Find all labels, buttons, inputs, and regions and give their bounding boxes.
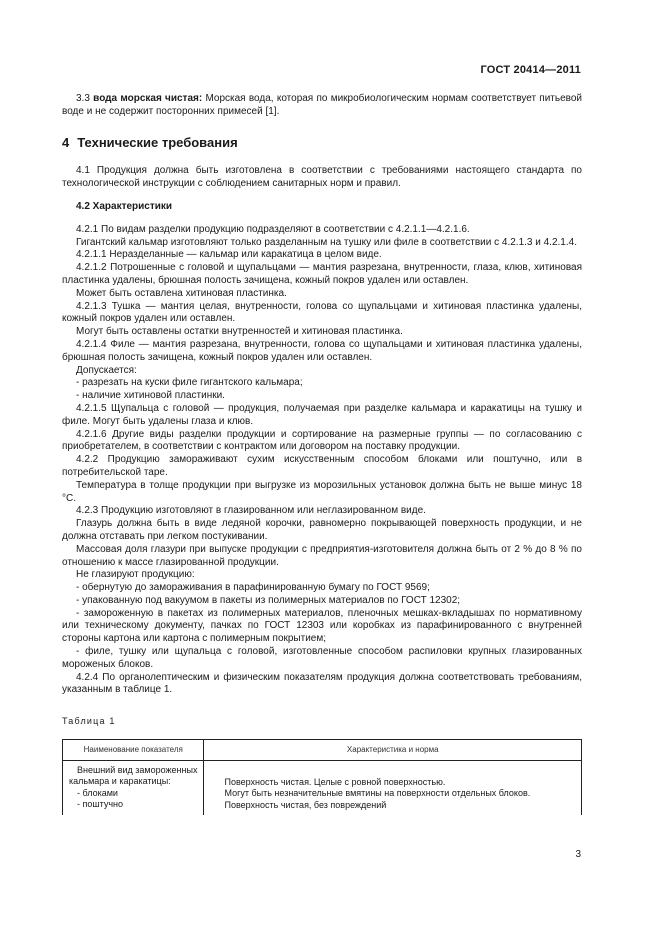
table-cell-norm xyxy=(204,760,582,815)
paragraph: 4.2.1.3 Тушка — мантия целая, внутренности, голова со щупальцами и хитиновая пластинка удалены, кожный покров удален или оставлен. xyxy=(62,300,582,325)
paragraph: 4.2.1.5 Щупальца с головой — продукция, получаемая при разделке кальмара и каракатицы на тушку и филе. Могут быть удалены глаза и клюв. xyxy=(62,402,582,427)
paragraph: 4.2.1.4 Филе — мантия разрезана, внутренности, голова со щупальцами и хитиновая пластинка удалены, брюшная полость зачищена, кожный покров удален или оставлен. xyxy=(62,338,582,363)
page-number: 3 xyxy=(575,849,581,860)
paragraph: 4.2.2 Продукцию замораживают сухим искусственным способом блоками или поштучно, или в потребительской таре. xyxy=(62,454,582,478)
section-title: Технические требования xyxy=(77,134,238,150)
cell-line: Внешний вид замороженных xyxy=(77,764,198,775)
paragraph: 4.2.1.2 Потрошенные с головой и щупальцами — мантия разрезана, внутренности, глаза, клюв, хитиновая пластинка удалены, брюшная полость зачищена, кожный покров удален или оставлен. xyxy=(62,262,582,286)
paragraph-4-1: 4.1 Продукция должна быть изготовлена в соответствии с требованиями настоящего стандарта по технологической инструкции с соблюдением санитарных норм и правил. xyxy=(62,165,582,190)
list-item: - разрезать на куски филе гигантского кальмара; xyxy=(76,377,303,389)
section-heading xyxy=(62,134,582,150)
cell-line: - блоками xyxy=(77,787,118,798)
list-item: - упакованную под вакуумом в пакеты из полимерных материалов по ГОСТ 12302; xyxy=(76,594,461,606)
list-item: - наличие хитиновой пластинки. xyxy=(76,390,225,402)
term-name: вода морская чистая: xyxy=(93,93,203,104)
paragraph: 4.2.3 Продукцию изготовляют в глазированном или неглазированном виде. xyxy=(76,505,426,517)
subsection-heading: 4.2 Характеристики xyxy=(76,200,173,212)
column-header: Характеристика и норма xyxy=(204,740,582,761)
cell-line: Поверхность чистая, без повреждений xyxy=(224,799,387,810)
table-row xyxy=(63,760,582,815)
list-item: - филе, тушку или щупальца с головой, изготовленные способом распиловки крупных глазированных мороженых блоков. xyxy=(62,646,582,670)
paragraph: Температура в толще продукции при выгрузке из морозильных установок должна быть не выше минус 18 °С. xyxy=(62,479,582,504)
paragraph: 4.2.4 По органолептическим и физическим показателям продукция должна соответствовать требованиям, указанным в таблице 1. xyxy=(62,671,582,696)
page-body xyxy=(62,93,582,815)
paragraph: Гигантский кальмар изготовляют только разделанным на тушку или филе в соответствии с 4.2.1.3 и 4.2.1.4. xyxy=(76,236,577,248)
paragraph-list xyxy=(62,224,582,697)
paragraph: Массовая доля глазури при выпуске продукции с предприятия-изготовителя должна быть от 2 % до 8 % по отношению к массе глазированной продукции. xyxy=(62,543,582,568)
paragraph: Допускается: xyxy=(76,364,137,376)
list-item: - обернутую до замораживания в парафинированную бумагу по ГОСТ 9569; xyxy=(76,582,430,594)
paragraph: Может быть оставлена хитиновая пластинка. xyxy=(76,287,287,299)
column-header: Наименование показателя xyxy=(63,740,204,761)
cell-line: Поверхность чистая. Целые с ровной поверхностью. xyxy=(224,776,446,787)
paragraph: 4.2.1.1 Неразделанные — кальмар или каракатица в целом виде. xyxy=(76,249,382,261)
paragraph: Глазурь должна быть в виде ледяной корочки, равномерно покрывающей поверхность продукции, и не должна отставать при легком постукивании. xyxy=(62,518,582,542)
table-caption: Таблица 1 xyxy=(62,716,116,727)
properties-table xyxy=(62,739,582,815)
term-definition xyxy=(62,93,582,119)
term-number: 3.3 xyxy=(76,93,90,104)
cell-line: - поштучно xyxy=(77,799,123,810)
document-header: ГОСТ 20414—2011 xyxy=(480,64,581,76)
table-header-row xyxy=(63,740,582,761)
section-number: 4 xyxy=(62,134,70,150)
paragraph: Могут быть оставлены остатки внутренностей и хитиновая пластинка. xyxy=(76,326,403,338)
paragraph: 4.2.1 По видам разделки продукцию подразделяют в соответствии с 4.2.1.1—4.2.1.6. xyxy=(76,223,470,235)
paragraph: 4.2.1.6 Другие виды разделки продукции и сортирование на размерные группы — по согласованию с приобретателем, в соответствии с контрактом или договором на поставку продукции. xyxy=(62,428,582,453)
paragraph: Не глазируют продукцию: xyxy=(76,569,195,581)
cell-line: кальмара и каракатицы: xyxy=(69,776,171,787)
table-cell-indicator xyxy=(63,760,204,815)
list-item: - замороженную в пакетах из полимерных материалов, пленочных мешках-вкладышах по нормативному или техническому документу, пачках по ГОСТ 12303 или коробках из парафинированного с внутренней стороны картона или картона с полимерным покрытием; xyxy=(62,607,582,645)
cell-line: Могут быть незначительные вмятины на поверхности отдельных блоков. xyxy=(224,788,531,799)
term-text: Морская вода, которая по микробиологическим нормам соответствует питьевой воде и не содержит посторонних примесей [1]. xyxy=(62,93,582,117)
